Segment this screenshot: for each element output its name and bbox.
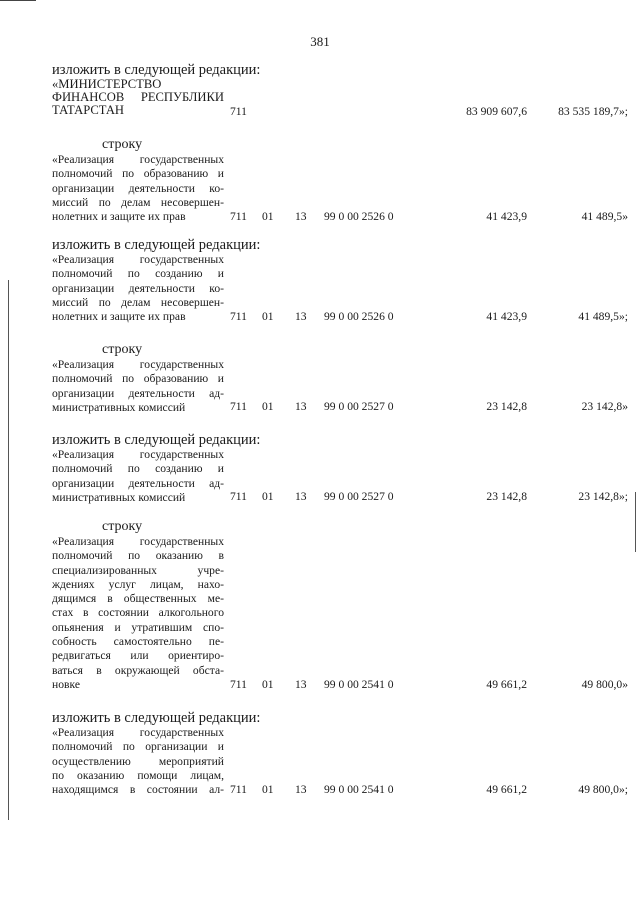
description-line: полномочий по образованию и (52, 372, 224, 386)
description-line: опьянения и утратившим спо- (52, 620, 224, 634)
value-2019: 23 142,8 (486, 490, 527, 503)
description-line: миссий по делам несовершен- (52, 195, 224, 209)
left-margin-line (8, 280, 9, 820)
section-code: 01 (262, 400, 274, 413)
value-2019: 83 909 607,6 (466, 105, 527, 118)
ved-code: 711 (230, 783, 247, 796)
target-article-code: 99 0 00 2527 0 (324, 400, 394, 413)
subsection-code: 13 (295, 490, 307, 503)
description-line: «Реализация государственных (52, 253, 224, 266)
description-line: министративных комиссий (52, 400, 186, 414)
ved-code: 711 (230, 210, 247, 223)
description-line: собность самостоятельно пе- (52, 635, 224, 649)
description-line: «Реализация государственных (52, 726, 224, 739)
block-heading: изложить в следующей редакции: (52, 710, 261, 726)
ved-code: 711 (230, 400, 247, 413)
ved-code: 711 (230, 490, 247, 503)
description-line: министративных комиссий (52, 490, 186, 504)
block-heading: изложить в следующей редакции: (52, 237, 261, 253)
value-2020: 41 489,5» (581, 210, 628, 223)
description-line: организации деятельности ко- (52, 181, 224, 195)
subsection-code: 13 (295, 210, 307, 223)
description-line: нолетних и защите их прав (52, 210, 186, 224)
subsection-code: 13 (295, 400, 307, 413)
corner-scan-mark (0, 0, 36, 1)
value-2020: 49 800,0» (581, 678, 628, 691)
target-article-code: 99 0 00 2527 0 (324, 490, 394, 503)
block-description (52, 253, 224, 324)
block-heading: строку (102, 342, 143, 357)
block-heading: строку (102, 137, 143, 152)
block-description (52, 448, 224, 505)
description-line: осуществлению мероприятий (52, 754, 224, 768)
block-description (52, 726, 224, 797)
value-2020: 23 142,8»; (578, 490, 628, 503)
description-line: организации деятельности ко- (52, 281, 224, 295)
block-description (52, 535, 224, 692)
description-line: находящимся в состоянии ал- (52, 783, 224, 797)
value-2019: 41 423,9 (486, 210, 527, 223)
description-line: полномочий по созданию и (52, 267, 224, 281)
target-article-code: 99 0 00 2541 0 (324, 783, 394, 796)
section-code: 01 (262, 490, 274, 503)
description-line: «Реализация государственных (52, 448, 224, 461)
ved-code: 711 (230, 105, 247, 118)
target-article-code: 99 0 00 2526 0 (324, 210, 394, 223)
description-line: «МИНИСТЕРСТВО (52, 77, 162, 91)
subsection-code: 13 (295, 310, 307, 323)
description-line: организации деятельности ад- (52, 476, 224, 490)
description-line: нолетних и защите их прав (52, 310, 186, 324)
block-heading: изложить в следующей редакции: (52, 62, 261, 78)
description-line: ТАТАРСТАН (52, 103, 125, 117)
block-description (52, 78, 224, 117)
section-code: 01 (262, 310, 274, 323)
description-line: полномочий по образованию и (52, 167, 224, 181)
block-heading: изложить в следующей редакции: (52, 432, 261, 448)
right-margin-line (635, 492, 636, 552)
section-code: 01 (262, 678, 274, 691)
block-description (52, 153, 224, 224)
description-line: миссий по делам несовершен- (52, 295, 224, 309)
description-line: полномочий по оказанию в (52, 549, 224, 563)
value-2019: 41 423,9 (486, 310, 527, 323)
description-line: «Реализация государственных (52, 535, 224, 548)
ved-code: 711 (230, 310, 247, 323)
section-code: 01 (262, 783, 274, 796)
description-line: ваться в окружающей обста- (52, 663, 224, 677)
value-2019: 49 661,2 (486, 678, 527, 691)
value-2020: 23 142,8» (581, 400, 628, 413)
target-article-code: 99 0 00 2541 0 (324, 678, 394, 691)
value-2020: 49 800,0»; (578, 783, 628, 796)
block-description (52, 358, 224, 415)
value-2020: 41 489,5»; (578, 310, 628, 323)
description-line: редвигаться или ориентиро- (52, 649, 224, 663)
description-line: специализированных учре- (52, 563, 224, 577)
description-line: по оказанию помощи лицам, (52, 768, 224, 782)
description-line: «Реализация государственных (52, 153, 224, 166)
description-line: новке (52, 677, 80, 691)
subsection-code: 13 (295, 678, 307, 691)
description-line: организации деятельности ад- (52, 386, 224, 400)
description-line: «Реализация государственных (52, 358, 224, 371)
description-line: полномочий по организации и (52, 740, 224, 754)
value-2020: 83 535 189,7»; (558, 105, 628, 118)
value-2019: 49 661,2 (486, 783, 527, 796)
description-line: стах в состоянии алкогольного (52, 606, 224, 620)
subsection-code: 13 (295, 783, 307, 796)
ved-code: 711 (230, 678, 247, 691)
page-number: 381 (310, 34, 330, 49)
target-article-code: 99 0 00 2526 0 (324, 310, 394, 323)
description-line: дящимся в общественных ме- (52, 592, 224, 606)
description-line: полномочий по созданию и (52, 462, 224, 476)
section-code: 01 (262, 210, 274, 223)
block-heading: строку (102, 519, 143, 534)
value-2019: 23 142,8 (486, 400, 527, 413)
description-line: ждениях услуг лицам, нахо- (52, 577, 224, 591)
description-line: ФИНАНСОВ РЕСПУБЛИКИ (52, 90, 224, 104)
